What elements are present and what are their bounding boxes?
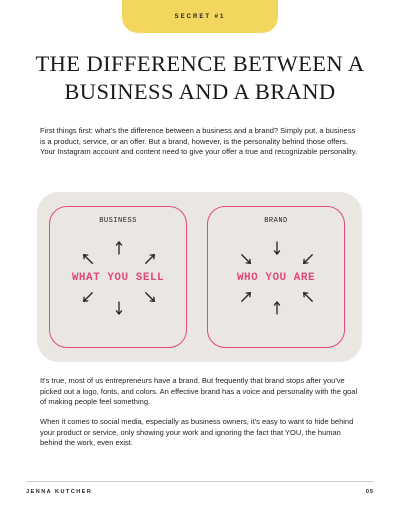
page-title (0, 50, 400, 106)
arrow-inward-icon (270, 241, 284, 255)
footer-divider (26, 481, 374, 482)
page-title-line-2: BUSINESS AND A BRAND (64, 79, 336, 104)
brand-label: BRAND (264, 217, 288, 225)
section-tab (122, 0, 278, 33)
page-title-line-1: THE DIFFERENCE BETWEEN A (35, 51, 365, 76)
arrow-inward-icon (239, 252, 253, 266)
arrow-outward-icon (143, 252, 157, 266)
arrow-inward-icon (301, 252, 315, 266)
body-paragraph-2: When it comes to social media, especially as business owners, it's easy to want to hide behind your product or service, only showing your work and ignoring the fact that YOU, the human behind the work, even exist. (40, 417, 354, 447)
body-paragraph-1: It's true, most of us entrepreneurs have a brand. But frequently that brand stops after you've picked out a logo, fonts, and colors. An effective brand has a voice and personality with the goal of making people feel something. (40, 376, 358, 406)
business-card (49, 206, 187, 348)
arrow-outward-icon (81, 290, 95, 304)
section-tab-label: SECRET #1 (174, 13, 226, 20)
business-label: BUSINESS (99, 217, 137, 225)
arrow-outward-icon (81, 252, 95, 266)
comparison-panel (37, 192, 362, 362)
footer-author: JENNA KUTCHER (26, 489, 93, 495)
arrow-inward-icon (301, 290, 315, 304)
arrow-outward-icon (112, 301, 126, 315)
arrow-outward-icon (112, 241, 126, 255)
page-number: 05 (365, 489, 374, 495)
arrow-outward-icon (143, 290, 157, 304)
arrow-inward-icon (270, 301, 284, 315)
business-text: WHAT YOU SELL (71, 272, 165, 284)
intro-paragraph: First things first: what's the difference between a business and a brand? Simply put, a business is a product, service, or an offer. But a brand, however, is the personality behind those offers. Your Instagram account and content need to give your offer a true and recognizable personality. (40, 126, 358, 156)
brand-text: WHO YOU ARE (236, 272, 316, 284)
arrow-inward-icon (239, 290, 253, 304)
brand-card (207, 206, 345, 348)
